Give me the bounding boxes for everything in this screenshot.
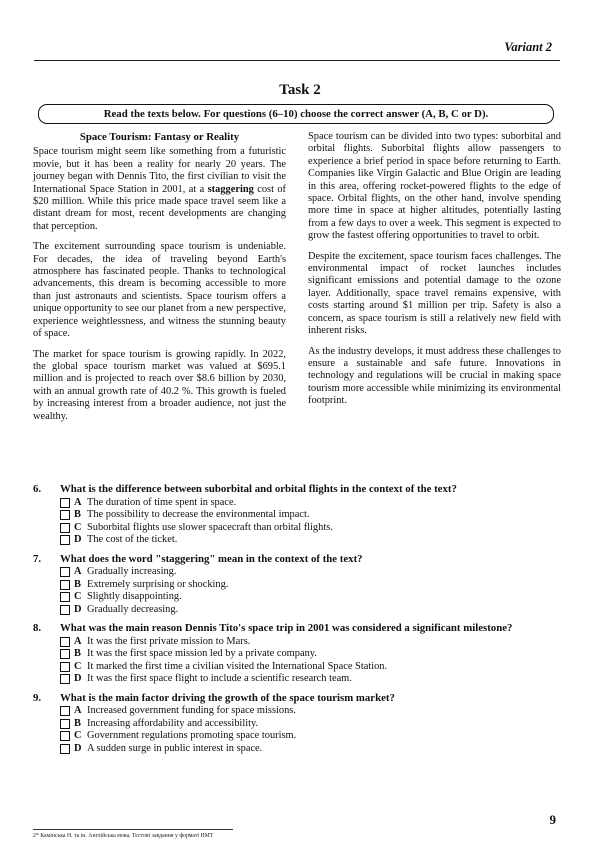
variant-label: Variant 2 [504, 40, 552, 54]
checkbox[interactable] [60, 674, 70, 684]
answer-option[interactable]: B Increasing affordability and accessibility. [60, 718, 573, 731]
staggering-word: staggering [207, 183, 254, 195]
article-column-left [33, 131, 286, 431]
answer-option[interactable]: C It marked the first time a civilian visited the International Space Station. [60, 661, 573, 674]
answer-option[interactable]: B It was the first space mission led by a private company. [60, 648, 573, 661]
question [33, 483, 573, 547]
footer-rule [33, 829, 233, 830]
answer-option[interactable]: A The duration of time spent in space. [60, 497, 573, 510]
question [33, 622, 573, 686]
checkbox[interactable] [60, 523, 70, 533]
answer-option[interactable]: A It was the first private mission to Mars. [60, 636, 573, 649]
question-text: What was the main reason Dennis Tito's space trip in 2001 was considered a significant milestone? [60, 622, 513, 634]
checkbox[interactable] [60, 592, 70, 602]
header-rule [34, 60, 560, 61]
checkbox[interactable] [60, 706, 70, 716]
checkbox[interactable] [60, 662, 70, 672]
checkbox[interactable] [60, 605, 70, 615]
answer-option[interactable]: C Slightly disappointing. [60, 591, 573, 604]
footer-credit: 2* Камінська Н. та ін. Англійська мова. Тестові завдання у форматі НМТ [33, 833, 214, 839]
checkbox[interactable] [60, 535, 70, 545]
answer-option[interactable]: C Government regulations promoting space tourism. [60, 730, 573, 743]
task-instructions: Read the texts below. For questions (6–10) choose the correct answer (A, B, C or D). [38, 104, 554, 124]
question-number: 7. [33, 552, 42, 565]
article-column-right [308, 131, 561, 416]
question [33, 692, 573, 756]
article-paragraph-2: The excitement surrounding space tourism is undeniable. For decades, the idea of traveling beyond Earth's atmosphere has fascinated people. Thanks to technological advancements, this dream is becoming accessible to more than just astronauts and scientists. Space tourism offers a unique opportunity to see our planet from a new perspective, experience weightlessness, and witness the stunning beauty of space. [33, 241, 286, 340]
answer-option[interactable]: D A sudden surge in public interest in space. [60, 743, 573, 756]
answer-option[interactable]: B Extremely surprising or shocking. [60, 579, 573, 592]
article-title: Space Tourism: Fantasy or Reality [79, 131, 240, 143]
answer-option[interactable]: A Gradually increasing. [60, 566, 573, 579]
question-text: What does the word "staggering" mean in the context of the text? [60, 552, 363, 565]
task-title: Task 2 [279, 82, 321, 98]
checkbox[interactable] [60, 567, 70, 577]
answer-option[interactable]: D It was the first space flight to include a scientific research team. [60, 673, 573, 686]
checkbox[interactable] [60, 498, 70, 508]
question-number: 9. [33, 691, 42, 704]
checkbox[interactable] [60, 637, 70, 647]
question-text: What is the main factor driving the growth of the space tourism market? [60, 691, 395, 704]
article-paragraph-1: Space tourism might seem like something from a futuristic movie, but it has been a reality for nearly 20 years. The journey began with Dennis Tito, the first civilian to visit the International Space Station in 2001, at a staggering cost of $20 million. While this price made space travel seem like a distant dream for most, recent developments are changing that perception. [33, 146, 286, 232]
answer-option[interactable]: B The possibility to decrease the environmental impact. [60, 509, 573, 522]
article-paragraph-3: The market for space tourism is growing rapidly. In 2022, the global space tourism market was valued at $695.1 million and is projected to reach over $8.6 billion by 2030, with an annual growth rate of 40.2 %. This growth is fueled by increasing interest from a broader audience, not just the wealthy. [33, 348, 286, 422]
checkbox[interactable] [60, 649, 70, 659]
answer-option[interactable]: D Gradually decreasing. [60, 604, 573, 617]
article-paragraph-4: Space tourism can be divided into two types: suborbital and orbital flights. Suborbital flights allow passengers to experience a brief period in space before returning to Earth. Companies like Virgin Galactic and Blue Origin are leading in this area, offering rocket-powered flights to the edge of space. Orbital flights, on the other hand, involve spending more time in space at higher altitudes, potentially lasting from a few days to over a week. This segment is expected to grow the fastest offering opportunities to travel to orbit. [308, 131, 561, 242]
article-paragraph-6: As the industry develops, it must address these challenges to ensure a sustainable and safe future. Innovations in technology and regulations will be crucial in making space tourism more accessible while minimizing its environmental footprint. [308, 345, 561, 407]
checkbox[interactable] [60, 744, 70, 754]
checkbox[interactable] [60, 580, 70, 590]
question [33, 553, 573, 617]
question-number: 8. [33, 622, 42, 634]
checkbox[interactable] [60, 510, 70, 520]
answer-option[interactable]: D The cost of the ticket. [60, 534, 573, 547]
answer-option[interactable]: A Increased government funding for space missions. [60, 705, 573, 718]
checkbox[interactable] [60, 719, 70, 729]
page-number: 9 [549, 812, 556, 827]
question-number: 6. [33, 483, 42, 495]
questions-list [33, 483, 573, 761]
checkbox[interactable] [60, 731, 70, 741]
question-text: What is the difference between suborbital and orbital flights in the context of the text? [60, 483, 457, 495]
article-paragraph-5: Despite the excitement, space tourism faces challenges. The environmental impact of rocket launches includes significant emissions and potential damage to the ozone layer. Additionally, space travel remains expensive, with costs starting around $1 million per trip. Safety is also a concern, as space tourism is still a relatively new field with inherent risks. [308, 250, 561, 337]
answer-option[interactable]: C Suborbital flights use slower spacecraft than orbital flights. [60, 522, 573, 535]
